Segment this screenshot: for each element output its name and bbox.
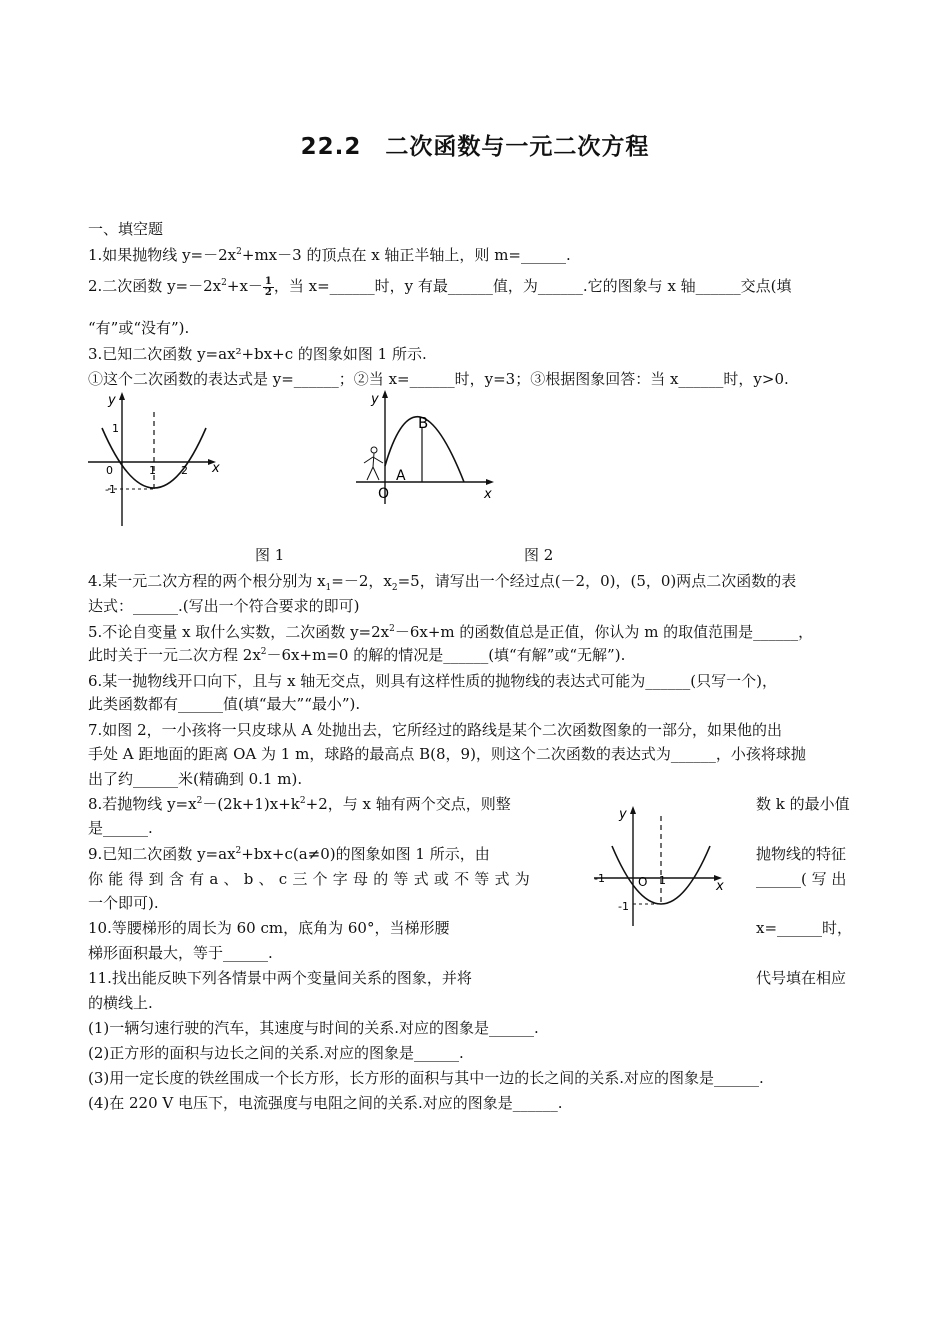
question-8: 8.若抛物线 $y=x^2-(2k+1)x+k^2+2$，与 x 轴有两个交点，则整 <box>88 795 511 813</box>
fig2-label-o: O <box>378 486 390 502</box>
question-10-right: x=______时， <box>756 919 853 937</box>
x-arrow-icon <box>486 479 494 485</box>
fig3-tick-neg1-y: -1 <box>618 900 629 913</box>
fraction-one-half: $\frac{1}{2}$ <box>264 275 272 298</box>
question-6: 6.某一抛物线开口向下，且与 x 轴无交点，则具有这样性质的抛物线的表达式可能为______(只写一个)， <box>88 672 778 690</box>
question-1: 1.如果抛物线 $y=-2x^2+mx-3$ 的顶点在 x 轴正半轴上，则 m=______. <box>88 246 571 264</box>
question-4-cont: 达式：______.(写出一个符合要求的即可) <box>88 597 360 615</box>
y-arrow-icon <box>119 392 125 400</box>
fig1-origin: 0 <box>106 464 113 477</box>
fig2-label-b: B <box>418 414 429 432</box>
fig1-tick-x2: 2 <box>181 464 188 477</box>
figure-3-parabola-graph <box>588 800 738 930</box>
figure-2-caption: 图 2 <box>524 546 554 564</box>
fig3-y-label: y <box>619 807 627 822</box>
question-5-cont: 此时关于一元二次方程 $2x^2-6x+m=0$ 的解的情况是______(填“有解”或“无解”). <box>88 646 626 664</box>
fig3-origin: O <box>638 875 648 889</box>
question-7-cont: 手处 A 距地面的距离 OA 为 1 m，球路的最高点 B(8，9)，则这个二次函数的表达式为______，小孩将球抛 <box>88 745 806 763</box>
question-11-item-1: (1)一辆匀速行驶的汽车，其速度与时间的关系.对应的图象是______. <box>88 1019 539 1037</box>
fig2-x-label: x <box>484 487 492 502</box>
question-8-right: 数 k 的最小值 <box>756 795 850 813</box>
y-arrow-icon <box>382 390 388 398</box>
question-2-cont: “有”或“没有”). <box>88 319 190 337</box>
figure-1-parabola-graph <box>84 390 224 530</box>
question-11-right: 代号填在相应 <box>756 969 847 987</box>
question-4: 4.某一元二次方程的两个根分别为 $x_1=-2$，$x_2=5$，请写出一个经过点(－2，0)，(5，0)两点二次函数的表 <box>88 572 797 593</box>
question-3: 3.已知二次函数 y=ax²+bx+c 的图象如图 1 所示. <box>88 345 427 363</box>
question-7: 7.如图 2，一小孩将一只皮球从 A 处抛出去，它所经过的路线是某个二次函数图象的一部分，如果他的出 <box>88 721 782 739</box>
child-figure-icon <box>364 447 383 480</box>
question-11-item-2: (2)正方形的面积与边长之间的关系.对应的图象是______. <box>88 1044 464 1062</box>
question-6-cont: 此类函数都有______值(填“最大”“最小”). <box>88 695 361 713</box>
section-heading: 一、填空题 <box>88 220 164 238</box>
fig2-y-label: y <box>371 392 379 407</box>
figure-1-caption: 图 1 <box>255 546 285 564</box>
question-10-cont: 梯形面积最大，等于______. <box>88 944 273 962</box>
question-10: 10.等腰梯形的周长为 60 cm，底角为 60°，当梯形腰 <box>88 919 450 937</box>
page-title: 22.2 二次函数与一元二次方程 <box>300 134 650 160</box>
figure-2-ball-throw <box>352 388 502 508</box>
question-3-parts: ①这个二次函数的表达式是 y=______；②当 x=______时，y=3；③根据图象回答：当 x______时，y>0. <box>88 370 789 388</box>
question-7-cont-2: 出了约______米(精确到 0.1 m). <box>88 770 303 788</box>
fig2-label-a: A <box>396 468 406 484</box>
question-5: 5.不论自变量 x 取什么实数，二次函数 $y=2x^2-6x+m$ 的函数值总是正值，你认为 m 的取值范围是______， <box>88 623 814 641</box>
fig1-x-label: x <box>212 461 220 476</box>
fig1-y-label: y <box>108 393 116 408</box>
fig3-tick-neg1-x: -1 <box>594 872 605 885</box>
question-9-cont: 你 能 得 到 含 有 a 、 b 、 c 三 个 字 母 的 等 式 或 不 等 式 为 <box>88 870 530 888</box>
y-arrow-icon <box>630 806 636 814</box>
question-8-cont: 是______. <box>88 819 153 837</box>
question-11-cont: 的横线上. <box>88 994 153 1012</box>
question-2: 2.二次函数 $y=-2x^2+x-$ $\frac{1}{2}$ ，当 x=______时，y 有最______值，为______.它的图象与 x 轴______交点(填 <box>88 275 792 298</box>
fig1-tick-x1: 1 <box>149 464 156 477</box>
question-11: 11.找出能反映下列各情景中两个变量间关系的图象，并将 <box>88 969 472 987</box>
fig3-x-label: x <box>716 879 724 894</box>
question-9-right-cont: ______( 写 出 <box>756 870 847 888</box>
question-11-item-4: (4)在 220 V 电压下，电流强度与电阻之间的关系.对应的图象是______. <box>88 1094 563 1112</box>
question-9-right: 抛物线的特征 <box>756 845 847 863</box>
question-11-item-3: (3)用一定长度的铁丝围成一个长方形，长方形的面积与其中一边的长之间的关系.对应的图象是______. <box>88 1069 764 1087</box>
fig1-tick-y1: 1 <box>112 422 119 435</box>
question-9: 9.已知二次函数 $y=ax^2+bx+c(a\ne 0)$的图象如图 1 所示，由 <box>88 845 490 863</box>
fig3-tick-x1: 1 <box>659 874 666 887</box>
fig1-tick-neg1: -1 <box>105 483 116 496</box>
question-9-cont-2: 一个即可). <box>88 894 159 912</box>
